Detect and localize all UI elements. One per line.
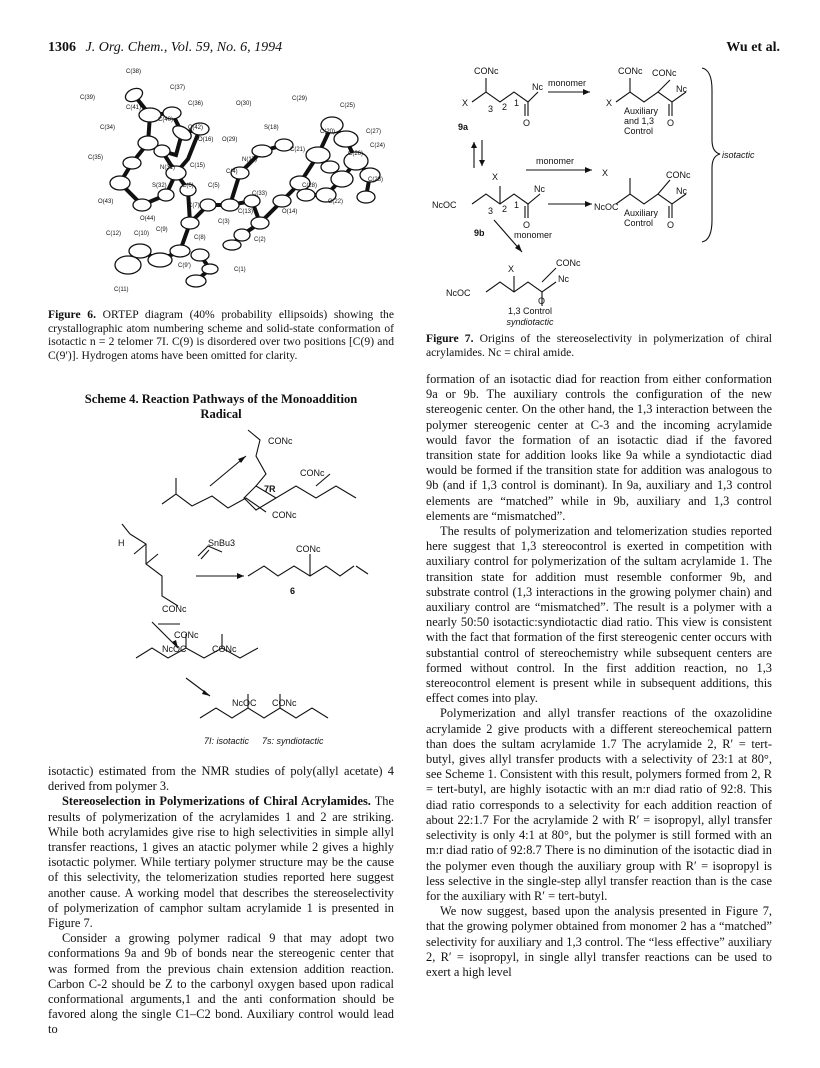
atom-label: C(34) (100, 125, 116, 131)
scheme-4-title-line1: Scheme 4. Reaction Pathways of the Monoaddition (84, 392, 358, 406)
fig7-label-o: O (523, 118, 531, 128)
fig7-label-3: 3 (488, 206, 494, 216)
fig7-label-x: X (492, 172, 499, 182)
paragraph: Consider a growing polymer radical 9 that may adopt two conformations 9a and 9b of bonds near the stereogenic center that was formed from the previous chain extension addition reaction. Carbon C-2 should be Z to the carbonyl oxygen based upon radical conformational arguments,1 and the anti conformation should be favored along the single C1–C2 bond. Auxiliary control would lead to (48, 931, 394, 1037)
atom-label: C(39) (80, 95, 96, 101)
fig7-aux13-line3: Control (624, 126, 654, 136)
fig7-label-conc: CONc (556, 258, 581, 268)
fig7-label-1: 1 (514, 200, 520, 210)
fig7-label-nc: Nc (558, 274, 569, 284)
figure-7-caption (426, 332, 772, 359)
fig7-label-x: X (508, 264, 515, 274)
atom-label: C(11) (114, 287, 129, 293)
fig7-label-1: 1 (514, 98, 520, 108)
figure-6-ortep-diagram (70, 55, 390, 300)
fig7-label-monomer: monomer (548, 78, 587, 88)
atom-label: C(9) (156, 227, 168, 233)
atom-label: C(1) (234, 267, 246, 273)
left-column-text (48, 764, 394, 1038)
fig7-bottom-labels (470, 306, 590, 328)
page-header-left (48, 40, 282, 56)
atom-label: C(35) (88, 155, 104, 161)
atom-label: C(24) (370, 143, 386, 149)
atom-label: C(26) (348, 151, 364, 157)
figure-7-caption-text: Origins of the stereoselectivity in polymerization of chiral acrylamides. Nc = chiral amide. (426, 332, 772, 359)
scheme-label-conc: CONc (162, 604, 187, 614)
atom-label: C(42) (188, 125, 204, 131)
figure-6-label: Figure 6. (48, 308, 96, 321)
fig7-label-3: 3 (488, 104, 494, 114)
fig7-label-o: O (523, 220, 531, 230)
fig7-label-nc: Nc (676, 186, 687, 196)
scheme-caption-syndiotactic: 7s: syndiotactic (262, 736, 324, 746)
atom-label: O(43) (98, 199, 114, 205)
scheme-label-conc: CONc (272, 698, 297, 708)
fig7-label-x: X (602, 168, 609, 178)
fig7-label-2: 2 (502, 204, 508, 214)
atom-label: C(4) (226, 169, 238, 175)
fig7-aux-line1: Auxiliary (624, 208, 659, 218)
atom-label: C(40) (158, 117, 174, 123)
atom-label: C(7) (188, 203, 200, 209)
fig7-label-conc: CONc (666, 170, 691, 180)
atom-label: O(14) (282, 209, 298, 215)
paragraph-body: The results of polymerization of the acrylamides 1 and 2 are striking. While both acrylamides give rise to high selectivities in simple allyl transfer reactions, 1 gives an atactic polymer while 2 gives a highly isotactic polymer. While tertiary polymer structure may be the cause of this selectivity, the telomerization studies reported here suggest another cause. A working model that describes the stereoselectivity of polymerization of camphor sultam acrylamide 1 is presented in Figure 7. (48, 794, 394, 931)
atom-label: C(15) (190, 163, 206, 169)
figure-7-label: Figure 7. (426, 332, 474, 345)
atom-label: O(30) (236, 101, 252, 107)
fig7-label-monomer: monomer (514, 230, 553, 240)
atom-label: O(44) (140, 216, 156, 222)
fig7-label-nc: Nc (532, 82, 543, 92)
compound-9b-label: 9b (474, 228, 485, 238)
atom-label: C(5) (208, 183, 220, 189)
fig7-label-x: X (606, 98, 613, 108)
scheme-4-title (48, 392, 394, 422)
page-number: 1306 (48, 40, 76, 55)
paragraph: We now suggest, based upon the analysis presented in Figure 7, that the growing polymer obtained from monomer 2 has a “matched” selectivity for auxiliary and 1,3 control. The “less effective” auxiliary 2, R′ = isopropyl, in single allyl transfer reactions can be used to exert a high level (426, 904, 772, 979)
scheme-label-conc: CONc (212, 644, 237, 654)
atom-label: C(21) (290, 147, 306, 153)
scheme-caption-isotactic: 7I: isotactic (204, 736, 250, 746)
scheme-label-conc: CONc (296, 544, 321, 554)
atom-label: C(36) (188, 101, 204, 107)
fig7-aux13-line2: and 1,3 (624, 116, 655, 126)
atom-label: C(33) (252, 191, 268, 197)
figure-6-caption (48, 308, 394, 362)
atom-label: C(38) (126, 69, 142, 75)
section-run-head: Stereoselection in Polymerizations of Chiral Acrylamides. (62, 794, 371, 809)
fig7-label-isotactic: isotactic (722, 150, 755, 160)
compound-6-label: 6 (290, 586, 296, 596)
atom-label: C(20) (320, 129, 336, 135)
atom-label: C(23) (368, 177, 384, 183)
fig7-label-ncoc: NcOC (432, 200, 457, 210)
fig7-label-13-control: 1,3 Control (507, 306, 553, 316)
atom-label: C(41) (126, 105, 142, 111)
fig7-label-o: O (538, 296, 546, 306)
fig7-aux13-line1: Auxiliary (624, 106, 659, 116)
atom-label: C(12) (106, 231, 122, 237)
atom-label: N(17) (242, 157, 258, 163)
paragraph-stereoselection (48, 794, 394, 931)
atom-label: C(28) (302, 183, 318, 189)
paragraph: isotactic) estimated from the NMR studies of poly(allyl acetate) 4 derived from polymer 3. (48, 764, 394, 794)
fig7-label-conc: CONc (618, 66, 643, 76)
paragraph: Polymerization and allyl transfer reactions of the oxazolidine acrylamide 2 give products with a different stereochemical pattern than does the sultam acrylamide 1.7 The acrylamide 2, R′ = tert-butyl, gives allyl transfer products with a selectivity of 23:1 at 80°, see Scheme 1. Consistent with this result, polymers formed from 2, R = tert-butyl, are highly isotactic with an m:r diad ratio of 92:8. This diad ratio corresponds to a selectivity for each addition reaction of about 22:1.7 For the acrylamide 2 with R′ = isopropyl, allyl transfer selectivity is only 4:1 at 80°, but the polymer is still formed with an m:r diad ratio of 92:8.7 There is no diminution of the isotactic diad in the polymer even though the auxiliary group with R′ = isopropyl is less selective in the single-step allyl transfer reaction than is the case for the auxiliary with R′ = tert-butyl. (426, 706, 772, 903)
atom-label: N(31) (160, 165, 176, 171)
right-column-text (426, 372, 772, 980)
scheme-label-conc: CONc (174, 630, 199, 640)
atom-label: C(8) (194, 235, 206, 241)
fig7-label-2: 2 (502, 102, 508, 112)
fig7-label-ncoc: NcOC (446, 288, 471, 298)
atom-label: C(27) (366, 129, 382, 135)
fig7-label-conc: CONc (474, 66, 499, 76)
scheme-label-snbu3: SnBu3 (208, 538, 236, 548)
scheme-label-h: H (118, 538, 125, 548)
atom-label: C(3) (218, 219, 230, 225)
fig7-label-o: O (667, 118, 675, 128)
scheme-label-ncoc: NcOC (162, 644, 187, 654)
fig7-aux-line2: Control (624, 218, 654, 228)
compound-7r-label: 7R (264, 484, 276, 494)
atom-label: S(18) (264, 125, 279, 131)
figure-7-diagram (430, 60, 770, 308)
atom-label: C(37) (170, 85, 186, 91)
atom-label: C(13) (238, 209, 254, 215)
journal-citation: J. Org. Chem., Vol. 59, No. 6, 1994 (85, 40, 283, 55)
atom-label: C(6) (182, 183, 194, 189)
atom-label: S(32) (152, 183, 167, 189)
paragraph: formation of an isotactic diad for reaction from either conformation 9a or 9b. The auxiliary controls the configuration of the new stereogenic center. On the other hand, the 1,3 interaction between the polymer stereogenic center at C-3 and the incoming acrylamide would favor the formation of an isotactic diad if the favored transition state for addition looks like 9a while a syndiotactic diad would be formed if the transition state for addition was analogous to 9b (and if 1,3 control is dominant). In 9a, auxiliary and 1,3 control elements are “matched” while in 9b, auxiliary and 1,3 control elements are “mismatched”. (426, 372, 772, 523)
scheme-4-title-line2: Radical (200, 407, 242, 421)
atom-label: C(22) (328, 199, 344, 205)
fig7-label-ncoc: NcOC (594, 202, 619, 212)
fig7-label-nc: Nc (534, 184, 545, 194)
atom-label: C(9') (178, 263, 191, 269)
figure-6-caption-text: ORTEP diagram (40% probability ellipsoids) showing the crystallographic atom numbering scheme and solid-state conformation of isotactic n = 2 telomer 7I. C(9) is disordered over two positions [C(9) and C(9′)]. Hydrogen atoms have been omitted for clarity. (48, 308, 394, 362)
compound-9a-label: 9a (458, 122, 469, 132)
atom-label: O(16) (198, 137, 214, 143)
fig7-label-nc: Nc (676, 84, 687, 94)
atom-label: C(10) (134, 231, 150, 237)
scheme-label-conc: CONc (300, 468, 325, 478)
atom-label: O(29) (222, 137, 238, 143)
scheme-label-conc: CONc (272, 510, 297, 520)
paragraph: The results of polymerization and telomerization studies reported here suggest that 1,3 stereocontrol is exerted in competition with auxiliary control for polymerization of the sultam acrylamide 1. The transition state for addition must resemble conformer 9b, and substrate control (1,3 interactions in the growing polymer chain) and auxiliary control are “mismatched”. The result is a polymer with a nearly 50:50 isotactic:syndiotactic diad ratio. This view is consistent with the fact that formation of the first stereogenic center occurs with substantial control of stereochemistry while subsequent centers are formed without control. In the first addition reaction, no 1,3 stereocontrol element is present while in subsequent additions, this effect comes into play. (426, 524, 772, 706)
fig7-label-x: X (462, 98, 469, 108)
atom-label: C(29) (292, 96, 308, 102)
scheme-label-conc: CONc (268, 436, 293, 446)
atom-label: C(2) (254, 237, 266, 243)
atom-label: C(25) (340, 103, 356, 109)
running-authors: Wu et al. (726, 40, 780, 55)
fig7-label-conc: CONc (652, 68, 677, 78)
scheme-label-ncoc: NcOC (232, 698, 257, 708)
fig7-label-syndiotactic: syndiotactic (506, 317, 554, 327)
fig7-label-monomer: monomer (536, 156, 575, 166)
scheme-4-reaction-diagram (100, 426, 400, 758)
fig7-label-o: O (667, 220, 675, 230)
